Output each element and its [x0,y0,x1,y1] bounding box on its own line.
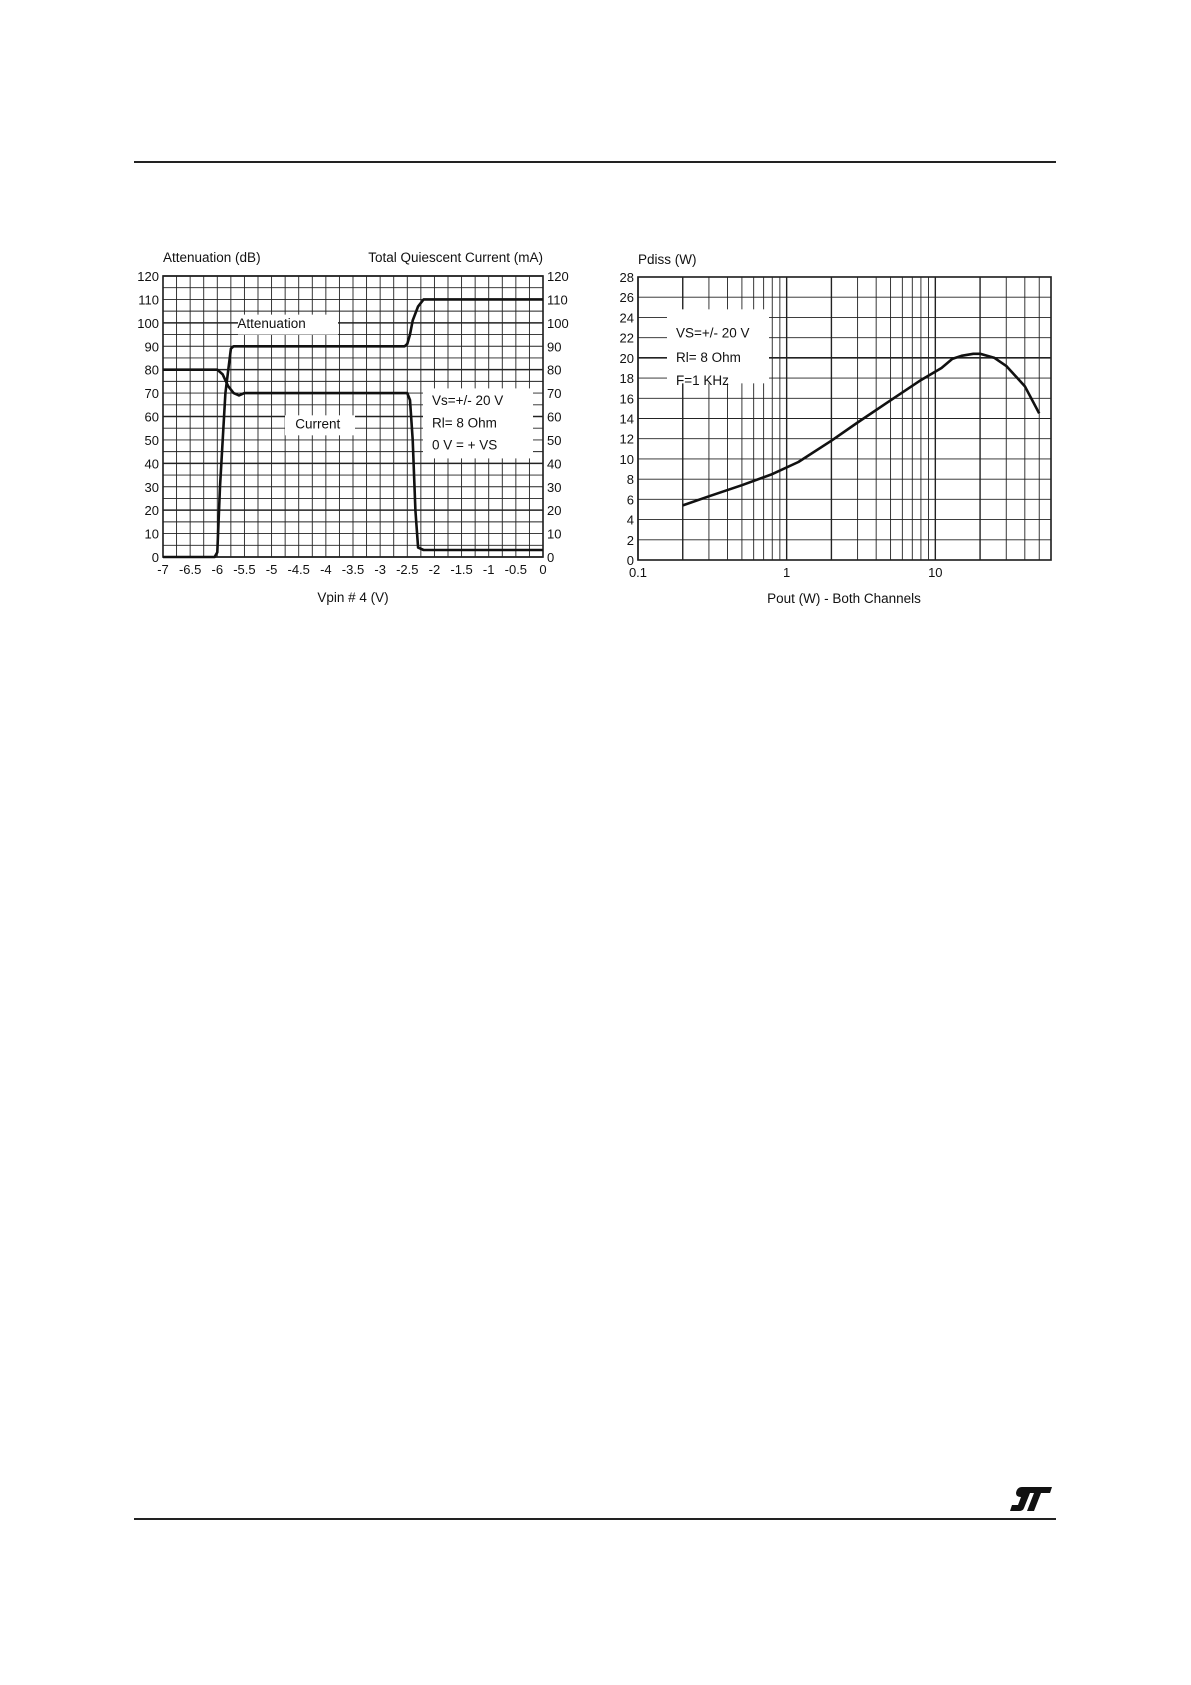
y-right-tick-label: 90 [547,339,562,355]
y-tick-label: 20 [619,350,634,366]
y-tick-label: 18 [619,371,634,387]
y-tick-label: 26 [619,290,634,306]
annotation-label: 0 V = + VS [432,437,498,453]
y-left-tick-label: 0 [151,550,159,565]
x-tick-label: -2 [428,562,441,577]
y-left-tick-label: 10 [144,526,159,542]
y-tick-label: 10 [619,451,634,467]
annotation-label: F=1 KHz [676,373,729,389]
y-right-tick-label: 0 [547,550,555,565]
y-tick-label: 8 [626,472,634,488]
y-right-tick-label: 110 [547,292,568,308]
x-tick-label: -1 [482,562,495,577]
st-logo-icon [1008,1484,1058,1514]
y-tick-label: 22 [619,330,634,346]
y-tick-label: 24 [619,310,634,326]
x-tick-label: -3.5 [341,562,365,577]
annotation-label: Rl= 8 Ohm [676,349,741,365]
y-left-tick-label: 50 [144,432,159,448]
y-right-tick-label: 50 [547,432,562,448]
y-tick-label: 0 [626,553,634,568]
y-right-tick-label: 30 [547,479,562,495]
x-tick-label: -5.5 [233,562,256,577]
annotation-label: Attenuation [237,315,306,331]
y-right-tick-label: 20 [547,503,562,519]
y-right-tick-label: 120 [547,269,569,284]
x-tick-label: -2.5 [396,562,419,577]
x-tick-label: 1 [783,565,791,580]
y-tick-label: 16 [619,391,634,407]
x-tick-label: -6.5 [178,562,202,577]
x-tick-label: -6 [211,562,224,577]
y-axis-label: Pdiss (W) [638,252,697,267]
x-tick-label: 10 [928,565,943,580]
x-axis-label: Vpin # 4 (V) [317,590,389,605]
y-left-tick-label: 60 [144,409,159,425]
y-left-tick-label: 40 [144,456,159,472]
x-tick-label: -3 [374,562,386,577]
x-tick-label: -4.5 [287,562,310,577]
y-right-tick-label: 70 [547,386,562,402]
y-left-tick-label: 70 [144,386,159,402]
y-left-tick-label: 110 [138,292,159,308]
y-left-tick-label: 80 [144,362,159,378]
annotation-label: Rl= 8 Ohm [432,415,497,431]
y-tick-label: 28 [619,270,634,285]
y-tick-label: 2 [626,532,634,548]
x-tick-label: 0 [539,562,547,577]
y-left-tick-label: 120 [137,269,159,284]
y-left-tick-label: 30 [144,479,159,495]
y-right-tick-label: 60 [547,409,562,425]
y-right-axis-label: Total Quiescent Current (mA) [368,250,543,265]
annotation-label: VS=+/- 20 V [676,325,750,341]
y-tick-label: 14 [619,411,634,427]
annotation-label: Current [295,416,341,432]
x-tick-label: 0.1 [628,565,648,580]
x-tick-label: -1.5 [450,562,473,577]
y-left-tick-label: 20 [144,503,159,519]
y-left-axis-label: Attenuation (dB) [163,250,261,265]
y-right-tick-label: 100 [547,315,569,331]
y-right-tick-label: 80 [547,362,562,378]
y-left-tick-label: 100 [137,315,159,331]
y-right-tick-label: 40 [547,456,562,472]
x-tick-label: -4 [320,562,332,577]
y-left-tick-label: 90 [144,339,159,355]
x-tick-label: -7 [157,562,169,577]
y-tick-label: 12 [619,431,634,447]
x-tick-label: -0.5 [504,562,528,577]
x-tick-label: -5 [265,562,278,577]
y-tick-label: 6 [626,492,634,508]
y-right-tick-label: 10 [547,526,562,542]
y-tick-label: 4 [626,512,634,528]
annotation-label: Vs=+/- 20 V [432,393,504,409]
x-axis-label: Pout (W) - Both Channels [767,591,921,606]
